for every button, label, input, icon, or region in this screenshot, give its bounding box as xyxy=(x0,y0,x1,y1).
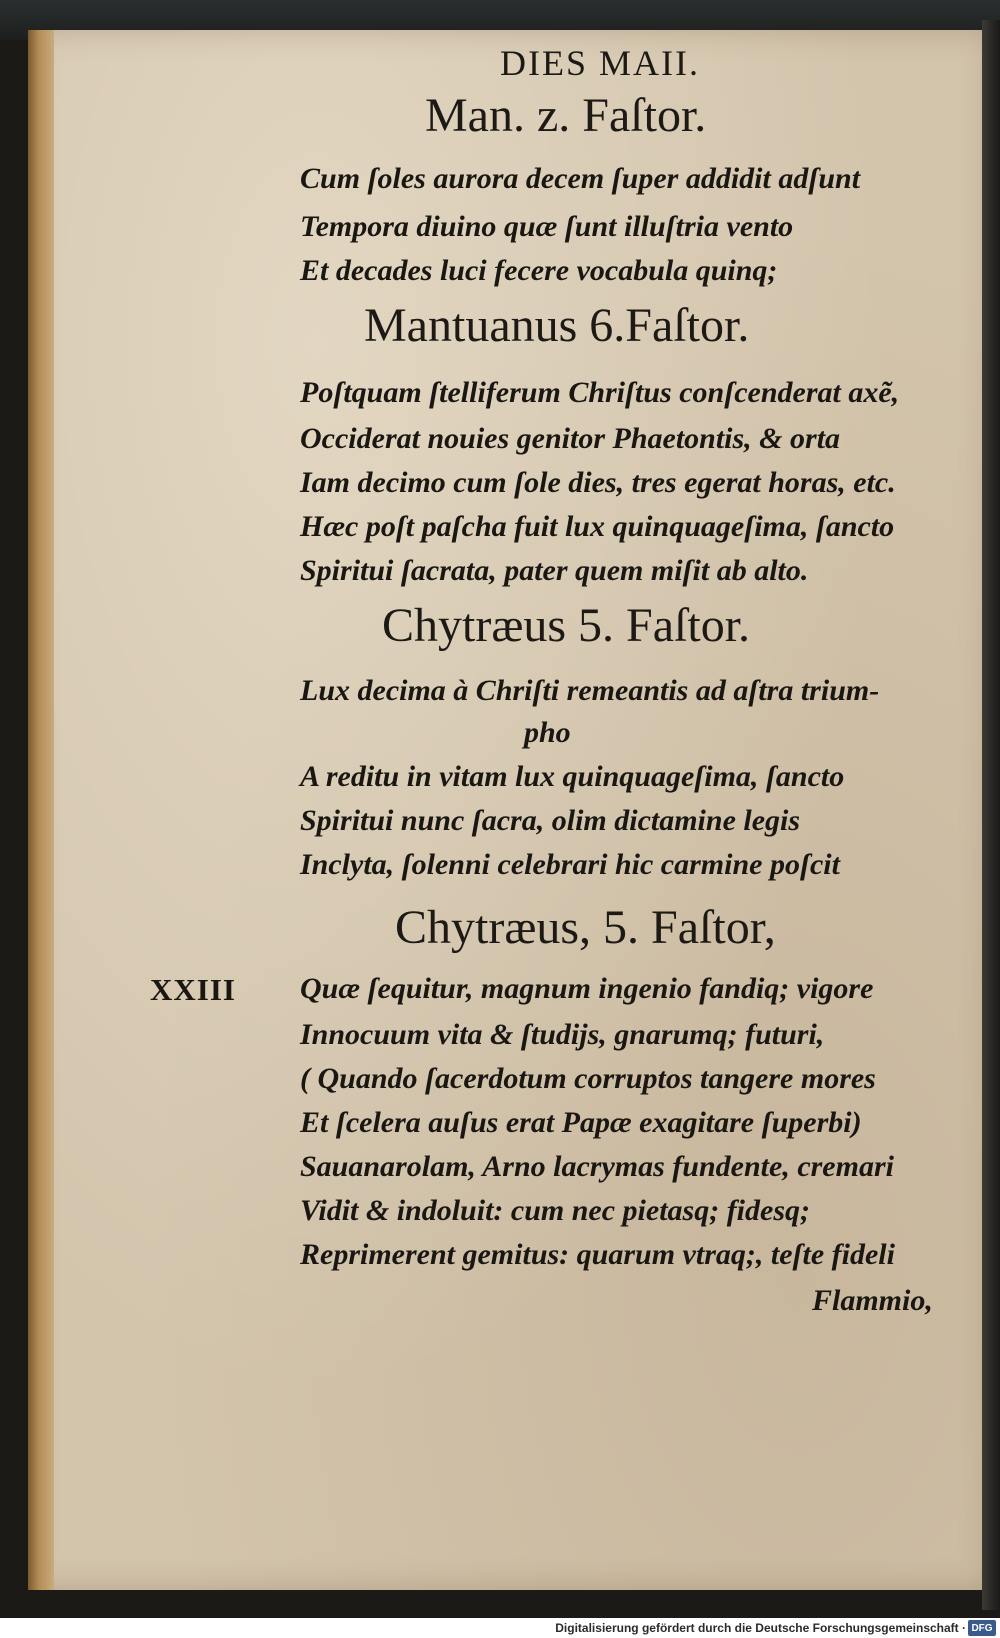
verse-line: Lux decima à Chriſti remeantis ad aſtra trium- xyxy=(300,674,880,707)
verse-line: Occiderat nouies genitor Phaetontis, & orta xyxy=(300,422,841,455)
verse-line: Sauanarolam, Arno lacrymas fundente, cremari xyxy=(300,1150,894,1183)
verse-line: Quæ ſequitur, magnum ingenio fandiq; vigore xyxy=(300,972,874,1005)
section-heading-4: Chytræus, 5. Faſtor, xyxy=(395,901,776,954)
verse-line: Cum ſoles aurora decem ſuper addidit adſunt xyxy=(300,162,861,195)
verse-line: Poſtquam ſtelliferum Chriſtus conſcenderat axẽ, xyxy=(300,376,900,409)
verse-line: Innocuum vita & ſtudijs, gnarumq; futuri, xyxy=(300,1018,825,1051)
verse-line: ( Quando ſacerdotum corruptos tangere mores xyxy=(300,1062,876,1095)
verse-line: Tempora diuino quæ ſunt illuſtria vento xyxy=(300,210,794,243)
verse-line: Vidit & indoluit: cum nec pietasq; fidesq; xyxy=(300,1194,810,1227)
section-heading-3: Chytræus 5. Faſtor. xyxy=(382,599,751,652)
verse-line: Et decades luci fecere vocabula quinq; xyxy=(300,254,778,287)
verse-line: Inclyta, ſolenni celebrari hic carmine poſcit xyxy=(300,848,840,881)
verse-line: Reprimerent gemitus: quarum vtraq;, teſte fideli xyxy=(300,1238,895,1271)
verse-line: Spiritui ſacrata, pater quem miſit ab alto. xyxy=(300,554,809,587)
verse-catchword: Flammio, xyxy=(812,1284,933,1317)
dfg-logo: DFG xyxy=(968,1620,996,1636)
verse-line: Et ſcelera auſus erat Papæ exagitare ſuperbi) xyxy=(300,1106,862,1139)
verse-line: pho xyxy=(524,716,571,749)
running-head: DIES MAII. xyxy=(500,43,700,83)
section-heading-1: Man. z. Faſtor. xyxy=(425,89,707,142)
verse-line: A reditu in vitam lux quinquageſima, ſancto xyxy=(300,760,845,793)
footer-credit: Digitalisierung gefördert durch die Deutsche Forschungsgemeinschaft · xyxy=(555,1621,966,1635)
page-fore-edge xyxy=(28,30,54,1590)
verse-line: Iam decimo cum ſole dies, tres egerat horas, etc. xyxy=(300,466,896,499)
book-edge-right xyxy=(982,20,1000,1610)
verse-line: Spiritui nunc ſacra, olim dictamine legis xyxy=(300,804,801,837)
section-heading-2: Mantuanus 6.Faſtor. xyxy=(364,299,750,352)
verse-line: Hæc poſt paſcha fuit lux quinquageſima, ſancto xyxy=(300,510,895,543)
margin-day-number: XXIII xyxy=(150,972,236,1007)
